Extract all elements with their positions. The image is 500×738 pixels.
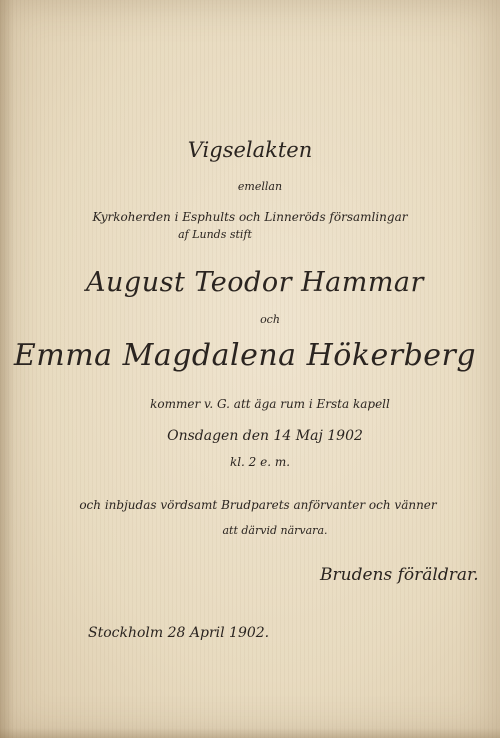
officiant-line: Kyrkoherden i Esphults och Linneröds församlingar	[92, 210, 408, 224]
paper-bottom-shadow	[0, 728, 500, 738]
bride-name: Emma Magdalena Hökerberg	[13, 338, 477, 373]
invite-line: och inbjudas vördsamt Brudparets anförvanter och vänner	[79, 498, 437, 512]
date-line: Onsdagen den 14 Maj 1902	[167, 428, 363, 444]
invitation-title: Vigselakten	[187, 138, 313, 162]
place-date: Stockholm 28 April 1902.	[88, 625, 270, 641]
och-text: och	[260, 313, 280, 326]
emellan-text: emellan	[237, 180, 283, 193]
time-line: kl. 2 e. m.	[229, 455, 291, 469]
signature: Brudens föräldrar.	[320, 565, 479, 585]
diocese-line: af Lunds stift	[178, 228, 252, 241]
venue-line: kommer v. G. att äga rum i Ersta kapell	[150, 397, 390, 411]
presence-line: att därvid närvara.	[222, 524, 328, 537]
groom-name: August Teodor Hammar	[86, 267, 424, 298]
